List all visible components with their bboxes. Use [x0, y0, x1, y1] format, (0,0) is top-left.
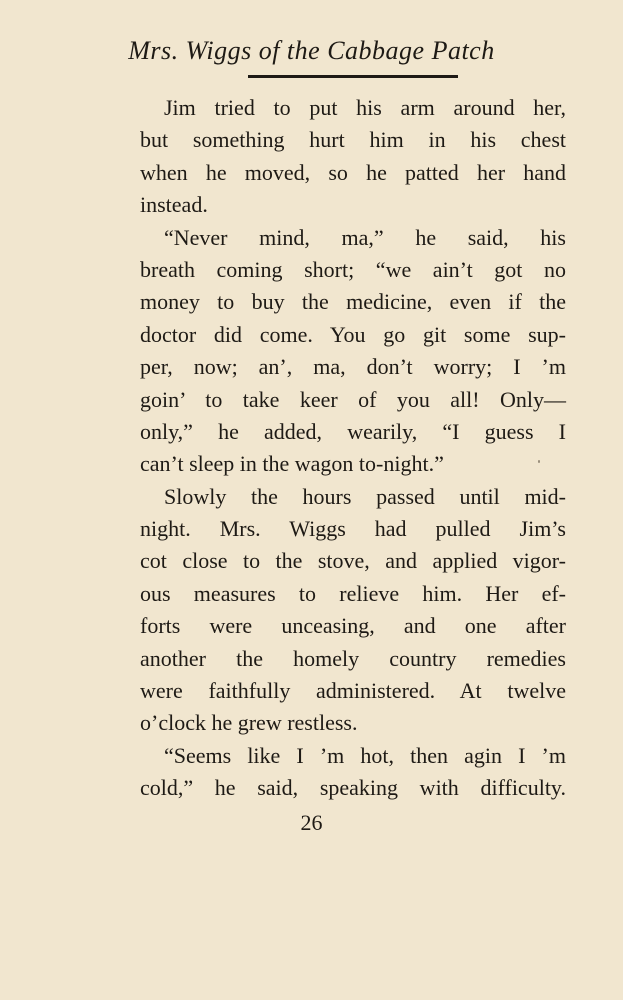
text-line: o’clock he grew restless. [140, 710, 358, 736]
text-line: “Never mind, ma,” he said, his [164, 224, 566, 250]
text-line: goin’ to take keer of you all! Only— [140, 386, 566, 412]
text-line: cold,” he said, speaking with difficulty. [140, 775, 566, 801]
text-line: night. Mrs. Wiggs had pulled Jim’s [140, 516, 566, 542]
text-line: only,” he added, wearily, “I guess I [140, 418, 566, 444]
text-line: per, now; an’, ma, don’t worry; I ’m [140, 354, 566, 380]
text-line: doctor did come. You go git some sup- [140, 321, 566, 347]
text-line: but something hurt him in his chest [140, 127, 566, 153]
text-line: were faithfully administered. At twelve [140, 678, 566, 704]
text-line: another the homely country remedies [140, 645, 566, 671]
text-line: cot close to the stove, and applied vigor- [140, 548, 566, 574]
page-number: 26 [300, 810, 323, 835]
text-line: when he moved, so he patted her hand [140, 159, 566, 185]
text-line: “Seems like I ’m hot, then agin I ’m [164, 742, 566, 768]
text-line: forts were unceasing, and one after [140, 613, 566, 639]
text-line: breath coming short; “we ain’t got no [140, 256, 566, 282]
text-line: money to buy the medicine, even if the [140, 289, 566, 315]
paper-speck [538, 460, 540, 463]
body-text [140, 92, 566, 805]
text-line: can’t sleep in the wagon to-night.” [140, 451, 444, 477]
text-line: Slowly the hours passed until mid- [164, 483, 566, 509]
text-line: ous measures to relieve him. Her ef- [140, 580, 566, 606]
running-header: Mrs. Wiggs of the Cabbage Patch [128, 36, 495, 65]
header-rule [248, 75, 458, 78]
text-line: Jim tried to put his arm around her, [164, 95, 566, 120]
text-line: instead. [140, 192, 208, 218]
